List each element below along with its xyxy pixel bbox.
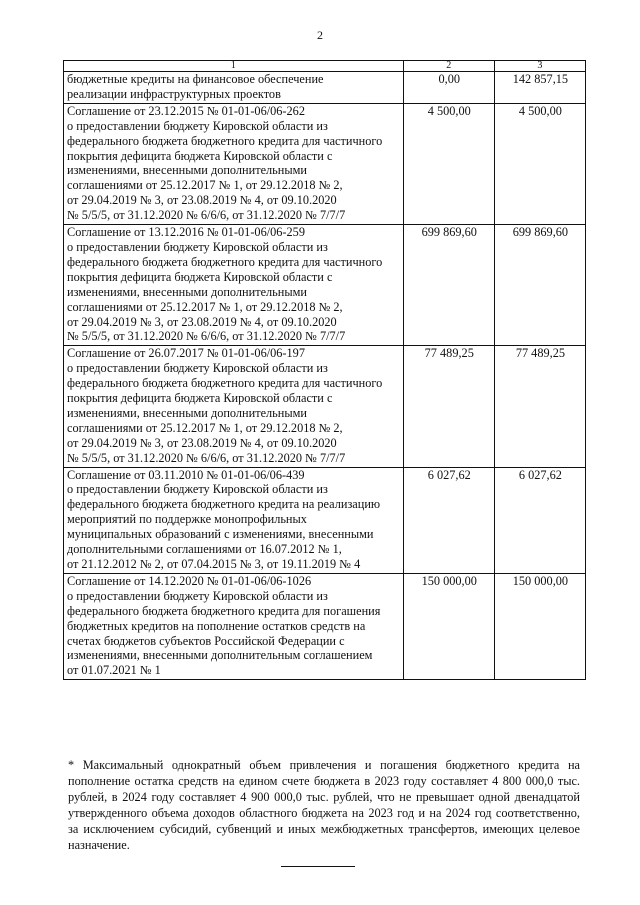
description-line: Соглашение от 03.11.2010 № 01-01-06/06-439	[67, 467, 305, 482]
amount-column-2-cell: 77 489,25	[403, 346, 494, 467]
footnote	[68, 757, 580, 853]
footnote-line: за исключением субсидий, субвенций и иных межбюджетных трансфертов, имеющих целевое	[68, 822, 580, 836]
description-line: дополнительными соглашениями от 16.07.2012 № 1,	[67, 542, 342, 557]
description-line: изменениями, внесенными дополнительными	[67, 405, 307, 420]
description-line: № 5/5/5, от 31.12.2020 № 6/6/6, от 31.12.2020 № 7/7/7	[67, 208, 346, 223]
amount-column-3-cell: 150 000,00	[494, 573, 585, 679]
description-line: бюджетные кредиты на финансовое обеспечение	[67, 72, 324, 86]
description-line: бюджетных кредитов на пополнение остатков средств на	[67, 618, 366, 633]
agreement-description-cell	[64, 103, 404, 224]
amount-column-3-cell: 6 027,62	[494, 467, 585, 573]
agreement-description-cell	[64, 346, 404, 467]
table-row	[64, 225, 586, 346]
description-line: изменениями, внесенными дополнительными	[67, 163, 307, 178]
table-row	[64, 346, 586, 467]
description-line: покрытия дефицита бюджета Кировской области с	[67, 269, 333, 284]
description-line: соглашениями от 25.12.2017 № 1, от 29.12.2018 № 2,	[67, 299, 343, 314]
description-line: от 29.04.2019 № 3, от 23.08.2019 № 4, от 09.10.2020	[67, 193, 337, 208]
description-line: покрытия дефицита бюджета Кировской области с	[67, 391, 333, 406]
description-line: от 21.12.2012 № 2, от 07.04.2015 № 3, от 19.11.2019 № 4	[67, 557, 361, 571]
description-line: Соглашение от 23.12.2015 № 01-01-06/06-262	[67, 103, 305, 118]
amount-column-2-cell: 0,00	[403, 72, 494, 104]
amount-column-3-cell: 4 500,00	[494, 103, 585, 224]
page-number: 2	[317, 28, 323, 42]
column-header-1: 1	[64, 61, 404, 72]
footnote-line: назначение.	[68, 838, 130, 852]
description-line: о предоставлении бюджету Кировской области из	[67, 361, 328, 376]
footnote-line: пополнение остатка средств на едином счете бюджета в 2023 году составляет 4 800 000,0 тыс.	[68, 774, 580, 788]
amount-column-3-cell: 77 489,25	[494, 346, 585, 467]
table-row	[64, 573, 586, 679]
description-line: от 01.07.2021 № 1	[67, 663, 161, 678]
table-row	[64, 72, 586, 104]
description-line: мероприятий по поддержке монопрофильных	[67, 512, 307, 527]
description-line: соглашениями от 25.12.2017 № 1, от 29.12.2018 № 2,	[67, 178, 343, 193]
description-line: федерального бюджета бюджетного кредита для частичного	[67, 133, 383, 148]
agreement-description-cell	[64, 573, 404, 679]
amount-column-2-cell: 4 500,00	[403, 103, 494, 224]
description-line: счетах бюджетов субъектов Российской Федерации с	[67, 633, 345, 648]
amount-column-2-cell: 150 000,00	[403, 573, 494, 679]
agreement-description-cell	[64, 72, 404, 104]
amount-column-3-cell: 699 869,60	[494, 225, 585, 346]
description-line: Соглашение от 26.07.2017 № 01-01-06/06-197	[67, 346, 305, 361]
column-header-3: 3	[494, 61, 585, 72]
description-line: федерального бюджета бюджетного кредита для погашения	[67, 603, 381, 618]
agreement-description-cell	[64, 467, 404, 573]
amount-column-2-cell: 6 027,62	[403, 467, 494, 573]
column-header-2: 2	[403, 61, 494, 72]
description-line: о предоставлении бюджету Кировской области из	[67, 118, 328, 133]
description-line: о предоставлении бюджету Кировской области из	[67, 239, 328, 254]
description-line: федерального бюджета бюджетного кредита для частичного	[67, 254, 383, 269]
description-line: о предоставлении бюджету Кировской области из	[67, 482, 328, 497]
description-line: соглашениями от 25.12.2017 № 1, от 29.12.2018 № 2,	[67, 420, 343, 435]
end-of-document-rule	[281, 866, 355, 867]
description-line: № 5/5/5, от 31.12.2020 № 6/6/6, от 31.12.2020 № 7/7/7	[67, 450, 346, 465]
description-line: изменениями, внесенными дополнительными	[67, 284, 307, 299]
description-line: о предоставлении бюджету Кировской области из	[67, 588, 328, 603]
description-line: федерального бюджета бюджетного кредита на реализацию	[67, 497, 381, 512]
table-row	[64, 103, 586, 224]
amount-column-3-cell: 142 857,15	[494, 72, 585, 104]
description-line: изменениями, внесенными дополнительным соглашением	[67, 648, 373, 663]
description-line: Соглашение от 13.12.2016 № 01-01-06/06-259	[67, 225, 305, 240]
agreement-description-cell	[64, 225, 404, 346]
description-line: покрытия дефицита бюджета Кировской области с	[67, 148, 333, 163]
footnote-line: утвержденного объема доходов областного бюджета на 2023 год и на 2024 год соответственно,	[68, 806, 580, 820]
description-line: от 29.04.2019 № 3, от 23.08.2019 № 4, от 09.10.2020	[67, 314, 337, 329]
description-line: реализации инфраструктурных проектов	[67, 86, 281, 101]
footnote-line: * Максимальный однократный объем привлечения и погашения бюджетного кредита на	[68, 758, 580, 772]
description-line: № 5/5/5, от 31.12.2020 № 6/6/6, от 31.12.2020 № 7/7/7	[67, 329, 346, 344]
table-header-row	[64, 61, 586, 72]
description-line: Соглашение от 14.12.2020 № 01-01-06/06-1026	[67, 573, 312, 588]
description-line: муниципальных образований с изменениями, внесенными	[67, 527, 374, 542]
amount-column-2-cell: 699 869,60	[403, 225, 494, 346]
description-line: федерального бюджета бюджетного кредита для частичного	[67, 376, 383, 391]
budget-credits-table	[63, 60, 586, 680]
table-row	[64, 467, 586, 573]
footnote-line: рублей, в 2024 году составляет 4 900 000,0 тыс. рублей, что не превышает одной двенадцатой	[68, 790, 580, 804]
description-line: от 29.04.2019 № 3, от 23.08.2019 № 4, от 09.10.2020	[67, 435, 337, 450]
